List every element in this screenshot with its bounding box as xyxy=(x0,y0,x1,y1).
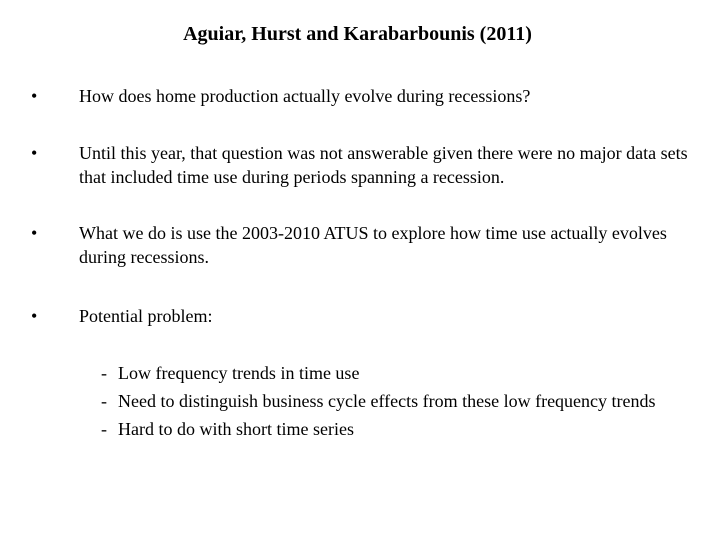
bullet-text: What we do is use the 2003-2010 ATUS to explore how time use actually evolves during recessions. xyxy=(79,223,667,267)
sub-item-business-cycle xyxy=(101,390,701,412)
sub-item-low-frequency xyxy=(101,361,701,385)
sub-item-text: Low frequency trends in time use xyxy=(118,363,360,383)
bullet-icon: • xyxy=(31,86,38,106)
dash-icon: - xyxy=(101,391,107,411)
bullet-text: Until this year, that question was not answerable given there were no major data sets that included time use during periods spanning a recession. xyxy=(79,143,688,187)
sub-item-short-series xyxy=(101,417,701,441)
sub-item-text: Hard to do with short time series xyxy=(118,419,354,439)
bullet-icon: • xyxy=(31,223,38,243)
slide-title: Aguiar, Hurst and Karabarbounis (2011) xyxy=(183,23,532,45)
dash-icon: - xyxy=(101,363,107,383)
bullet-text: Potential problem: xyxy=(79,306,213,326)
dash-icon: - xyxy=(101,419,107,439)
bullet-text: How does home production actually evolve during recessions? xyxy=(79,86,531,106)
sub-list xyxy=(101,361,701,446)
bullet-icon: • xyxy=(31,306,38,326)
sub-item-text: Need to distinguish business cycle effects from these low frequency trends xyxy=(118,391,656,411)
bullet-icon: • xyxy=(31,143,38,163)
